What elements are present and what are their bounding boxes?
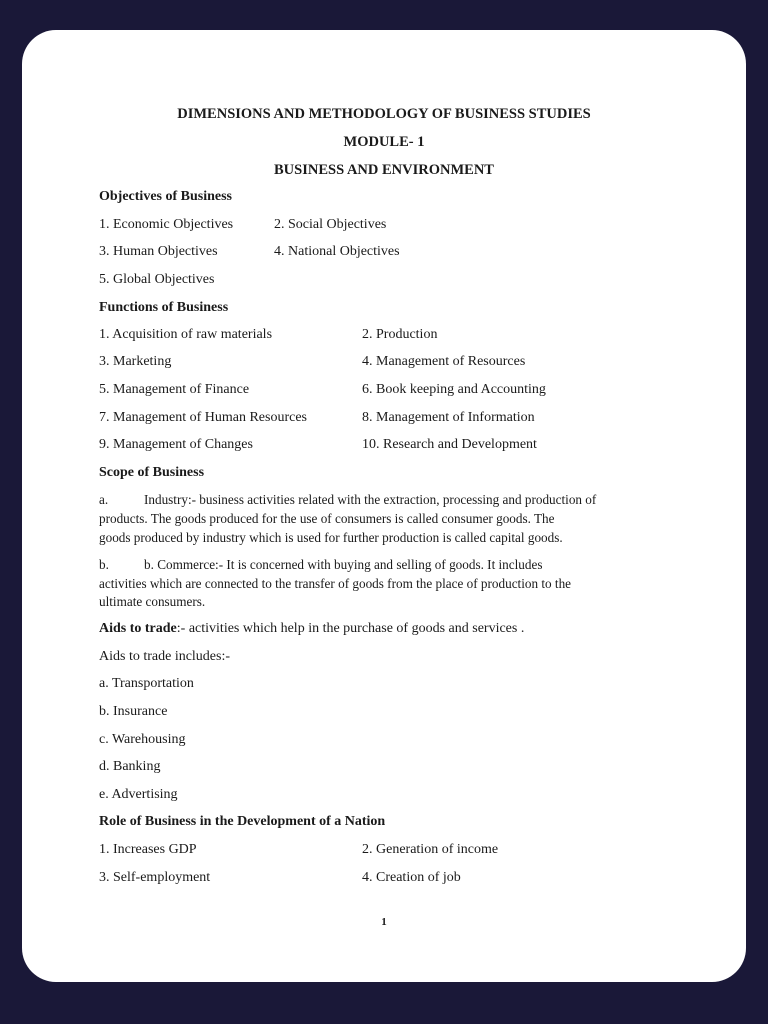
objective-item: 3. Human Objectives [99,244,218,259]
role-item: 4. Creation of job [362,870,461,885]
function-item: 5. Management of Finance [99,382,250,397]
scope-b-line: ultimate consumers. [99,594,206,609]
scope-b-marker: b. [99,557,109,572]
function-item: 3. Marketing [99,354,172,369]
function-item: 10. Research and Development [362,437,537,452]
page-number: 1 [381,916,387,928]
document-page [22,30,746,982]
aid-item: e. Advertising [99,787,178,802]
objective-item: 5. Global Objectives [99,272,215,287]
role-heading: Role of Business in the Development of a Nation [99,814,386,829]
module-label: MODULE- 1 [343,134,425,150]
scope-a-line: goods produced by industry which is used for further production is called capital goods. [99,530,563,545]
scope-heading: Scope of Business [99,465,205,480]
aids-includes: Aids to trade includes:- [99,649,231,664]
objective-item: 4. National Objectives [274,244,400,259]
scope-a-line: products. The goods produced for the use of consumers is called consumer goods. The [99,511,555,526]
role-item: 1. Increases GDP [99,842,197,857]
function-item: 9. Management of Changes [99,437,253,452]
function-item: 7. Management of Human Resources [99,410,307,425]
objectives-heading: Objectives of Business [99,189,232,204]
function-item: 2. Production [362,327,438,342]
objective-item: 1. Economic Objectives [99,217,234,232]
function-item: 6. Book keeping and Accounting [362,382,546,397]
objective-item: 2. Social Objectives [274,217,387,232]
aid-item: a. Transportation [99,676,194,691]
function-item: 4. Management of Resources [362,354,526,369]
aid-item: b. Insurance [99,704,168,719]
scope-b-line: activities which are connected to the transfer of goods from the place of production to the [99,576,572,591]
aids-definition [99,621,524,637]
functions-heading: Functions of Business [99,300,229,315]
document-subtitle: BUSINESS AND ENVIRONMENT [274,162,494,178]
role-item: 3. Self-employment [99,870,211,885]
function-item: 1. Acquisition of raw materials [99,327,273,342]
scope-b-line: b. Commerce:- It is concerned with buying and selling of goods. It includes [144,557,543,572]
aids-term: Aids to trade [99,621,177,636]
aid-item: d. Banking [99,759,161,774]
document-title: DIMENSIONS AND METHODOLOGY OF BUSINESS STUDIES [177,106,591,122]
scope-a-marker: a. [99,492,109,507]
role-item: 2. Generation of income [362,842,499,857]
aids-definition-text: :- activities which help in the purchase of goods and services . [176,621,525,636]
scope-a-line: Industry:- business activities related with the extraction, processing and production of [144,492,597,507]
aid-item: c. Warehousing [99,732,186,747]
function-item: 8. Management of Information [362,410,535,425]
